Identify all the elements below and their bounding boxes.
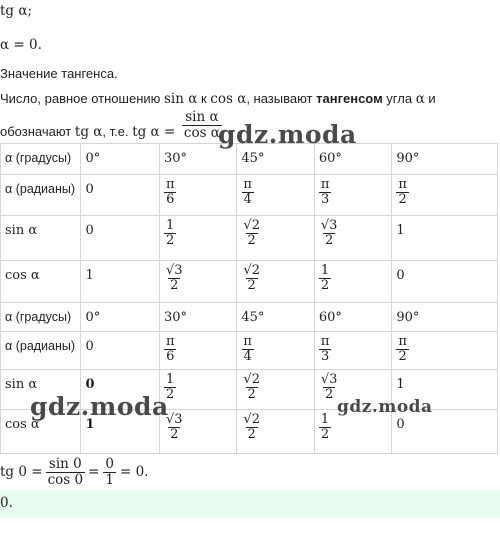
table-cell [81,303,159,332]
cell-value: 1 [396,223,405,238]
table-cell [159,261,236,303]
row-label [1,216,81,261]
cell-fraction [396,178,409,206]
fraction-denominator: 6 [166,191,175,207]
fraction-numerator: √3 [320,218,338,233]
table-cell [392,144,498,175]
fraction-denominator: 2 [170,426,179,442]
table-cell [159,410,236,454]
row-label-text: cos α [5,417,40,432]
fraction-denominator: 2 [320,426,330,442]
row-label [1,175,81,216]
fraction-numerator: π [243,177,252,192]
fraction-numerator: √3 [320,372,338,387]
table-row [1,261,498,303]
expression-alpha-zero: α = 0. [0,37,42,53]
fraction-denominator: 2 [247,277,256,293]
section-heading: Значение тангенса. [0,66,118,81]
table-cell [392,216,498,261]
table-cell [314,303,391,332]
fraction-numerator: 0 [105,456,114,473]
fraction-numerator: √2 [243,412,260,427]
cell-value: 0 [85,377,95,392]
watermark: gdz.moda [30,392,169,421]
fraction-numerator: π [165,177,175,192]
cell-value: 30° [163,151,187,166]
cell-value: 0° [85,310,101,325]
answer-value: 0. [0,495,13,511]
cell-value: 0 [85,182,94,197]
table-cell [314,261,391,303]
table-cell [81,332,159,370]
tg-alpha: tg α [74,124,103,140]
cell-fraction [164,219,176,247]
fraction-denominator: 2 [247,386,256,402]
fraction-denominator: 3 [320,348,330,364]
fraction-numerator: √2 [243,263,260,278]
row-label-text: sin α [5,377,38,392]
cell-value: 0 [85,339,94,354]
cell-fraction [319,264,331,292]
notation-text: обозначают [0,124,75,139]
cell-value: 0° [85,151,101,166]
cell-value: 45° [241,151,265,166]
cell-fraction [396,335,409,363]
table-cell [314,216,391,261]
table-cell [159,216,236,261]
fraction-numerator: √3 [165,412,183,427]
cell-fraction [164,178,177,206]
row-label [1,144,81,175]
cell-value: 1 [396,377,405,392]
fraction-denominator: cos 0 [47,471,84,488]
table-cell [81,175,159,216]
row-label-text: α (радианы) [5,182,76,196]
table-cell [392,332,498,370]
fraction-denominator: 1 [105,471,114,488]
table-cell [159,303,236,332]
fraction-numerator: π [398,334,407,349]
cell-value: 0 [396,268,405,283]
fraction-numerator: π [165,334,175,349]
cell-fraction [241,335,254,363]
definition-text: угла [382,91,416,106]
watermark: gdz.moda [218,120,357,149]
fraction-denominator: 2 [325,386,334,402]
trig-table-1 [0,143,498,303]
trig-table-2 [0,302,498,454]
table-cell [392,175,498,216]
table-cell [159,370,236,410]
notation-text: , т.е. [102,124,133,139]
row-label [1,332,81,370]
table-cell [81,216,159,261]
tangent-fraction [182,110,222,139]
definition-line [0,91,436,107]
cell-fraction [241,219,262,247]
cell-fraction [319,413,331,441]
table-cell [237,216,314,261]
table-cell [314,332,391,370]
cos-alpha: cos α [210,91,247,107]
fraction-numerator: π [398,177,407,192]
table-row [1,303,498,332]
fraction-numerator: 1 [165,372,175,387]
fraction-denominator: cos α [183,124,220,141]
term-tangent: тангенсом [316,91,383,106]
cell-fraction [319,178,332,206]
row-label-text: α (градусы) [5,151,72,165]
fraction-denominator: 2 [170,277,179,293]
fraction-numerator: √2 [243,218,260,233]
table-cell [314,175,391,216]
tg-alpha-eq: tg α = [132,124,176,140]
fraction-denominator: 2 [247,232,256,248]
table-cell [81,144,159,175]
cell-fraction [319,335,332,363]
cell-value: 45° [241,310,265,325]
table-cell [237,332,314,370]
table-row [1,216,498,261]
watermark: gdz.moda [337,397,433,417]
table-cell [237,175,314,216]
formula-fraction-1 [46,457,86,486]
fraction-denominator: 2 [398,348,407,364]
fraction-numerator: 1 [165,218,175,233]
cell-fraction [319,219,340,247]
fraction-numerator: π [243,334,252,349]
row-label [1,303,81,332]
expression-tg-alpha: tg α; [0,3,33,19]
definition-text: и [424,91,436,106]
sin-alpha: sin α [164,91,198,107]
cell-fraction [164,264,185,292]
table-row [1,332,498,370]
fraction-numerator: sin α [185,110,219,126]
fraction-denominator: 6 [166,348,175,364]
fraction-denominator: 2 [165,386,175,402]
row-label-text: sin α [5,223,38,238]
fraction-numerator: π [320,177,330,192]
cell-value: 60° [318,310,342,325]
cell-value: 30° [163,310,187,325]
formula-rhs: = 0. [119,464,149,480]
table-cell [392,303,498,332]
answer-box [0,490,500,518]
cell-value: 1 [85,417,95,432]
cell-value: 90° [396,310,420,325]
tangent-zero-formula [0,454,148,490]
formula-fraction-2 [103,457,116,486]
table-cell [237,261,314,303]
row-label-text: α (радианы) [5,339,76,353]
row-label-text: cos α [5,268,40,283]
definition-text: к [197,91,211,106]
table-cell [237,303,314,332]
cell-fraction [241,373,262,401]
fraction-denominator: 4 [243,348,252,364]
cell-value: 0 [396,417,405,432]
fraction-numerator: 1 [320,263,330,278]
table-row [1,175,498,216]
definition-text: , называют [246,91,317,106]
fraction-denominator: 4 [243,191,252,207]
table-cell [159,332,236,370]
fraction-denominator: 2 [325,232,334,248]
cell-value: 0 [85,223,94,238]
cell-fraction [164,335,177,363]
definition-text: Число, равное отношению [0,91,164,106]
fraction-numerator: 1 [320,412,330,427]
formula-equals: = [88,464,100,480]
fraction-denominator: 2 [320,277,330,293]
table-cell [159,175,236,216]
fraction-denominator: 2 [247,426,256,442]
fraction-denominator: 2 [165,232,175,248]
table-cell [392,261,498,303]
table-cell [237,370,314,410]
table-cell [237,410,314,454]
fraction-numerator: √3 [165,263,183,278]
row-label-text: α (градусы) [5,310,72,324]
fraction-numerator: sin 0 [48,456,82,473]
table-cell [81,261,159,303]
row-label [1,261,81,303]
cell-value: 90° [396,151,420,166]
cell-fraction [241,413,262,441]
cell-fraction [241,178,254,206]
fraction-denominator: 2 [398,191,407,207]
cell-fraction [241,264,262,292]
formula-lhs: tg 0 = [0,464,43,480]
cell-value: 1 [85,268,94,283]
fraction-denominator: 3 [320,191,330,207]
cell-value: 60° [318,151,342,166]
fraction-numerator: √2 [243,372,260,387]
fraction-numerator: π [320,334,330,349]
alpha-symbol: α [415,91,425,107]
notation-line [0,110,222,144]
